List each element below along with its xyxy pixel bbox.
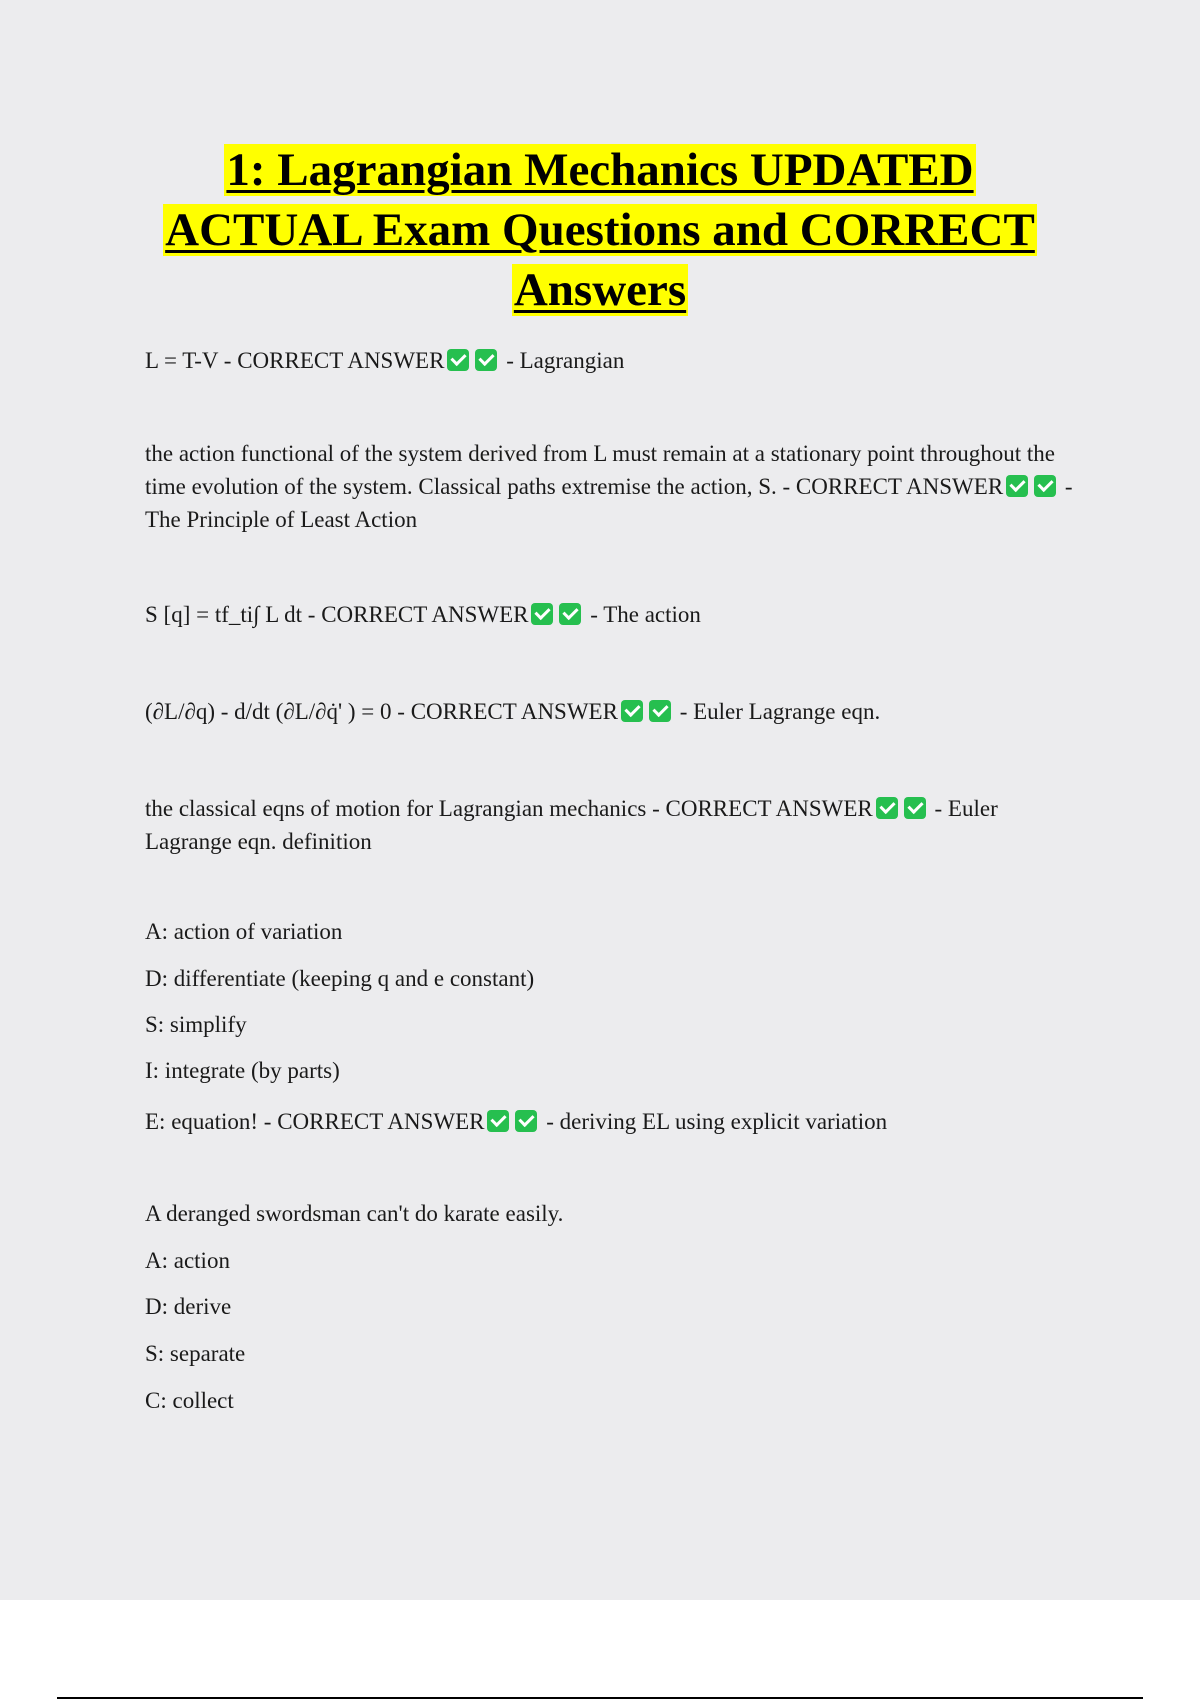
check-box-icon bbox=[649, 700, 671, 722]
list-item: A: action of variation bbox=[145, 919, 343, 944]
qa-item bbox=[145, 437, 1075, 536]
list-item: A: action bbox=[145, 1248, 230, 1273]
answer-text: - deriving EL using explicit variation bbox=[540, 1109, 888, 1134]
question-text: E: equation! - bbox=[145, 1109, 278, 1134]
correct-answer-marker: CORRECT ANSWER bbox=[237, 348, 445, 373]
correct-answer-marker: CORRECT ANSWER bbox=[665, 796, 873, 821]
check-box-icon bbox=[447, 349, 469, 371]
check-box-icon bbox=[1034, 475, 1056, 497]
list-item: A deranged swordsman can't do karate easily. bbox=[145, 1201, 564, 1226]
check-box-icon bbox=[621, 700, 643, 722]
check-box-icon bbox=[876, 797, 898, 819]
check-box-icon bbox=[559, 603, 581, 625]
check-box-icon bbox=[904, 797, 926, 819]
footer-divider bbox=[57, 1697, 1143, 1699]
answer-text: - Lagrangian bbox=[500, 348, 625, 373]
list-item: S: separate bbox=[145, 1341, 246, 1366]
list-item: S: simplify bbox=[145, 1012, 247, 1037]
correct-answer-marker: CORRECT ANSWER bbox=[410, 699, 618, 724]
document-title bbox=[100, 140, 1100, 320]
check-box-icon bbox=[531, 603, 553, 625]
question-text: S [q] = tf_ti∫ L dt - bbox=[145, 602, 322, 627]
qa-item bbox=[145, 1105, 1075, 1138]
correct-answer-marker: CORRECT ANSWER bbox=[321, 602, 529, 627]
title-line-2: ACTUAL Exam Questions and CORRECT bbox=[165, 204, 1035, 256]
answer-text: - Euler Lagrange eqn. definition bbox=[145, 796, 998, 854]
list-item: I: integrate (by parts) bbox=[145, 1058, 340, 1083]
qa-item bbox=[145, 792, 1075, 858]
question-text: L = T-V - bbox=[145, 348, 238, 373]
answer-text: - The action bbox=[584, 602, 701, 627]
check-box-icon bbox=[515, 1110, 537, 1132]
correct-answer-marker: CORRECT ANSWER bbox=[277, 1109, 485, 1134]
check-box-icon bbox=[487, 1110, 509, 1132]
list-item: D: derive bbox=[145, 1294, 232, 1319]
qa-item bbox=[145, 598, 1075, 631]
answer-text: - The Principle of Least Action bbox=[145, 474, 1073, 532]
title-line-1: 1: Lagrangian Mechanics UPDATED bbox=[226, 144, 974, 196]
check-box-icon bbox=[1006, 475, 1028, 497]
question-text: the action functional of the system derived from L must remain at a stationary point throughout the time evolution of the system. Classical paths extremise the action, S. - bbox=[145, 441, 1055, 499]
qa-item bbox=[145, 344, 1075, 377]
correct-answer-marker: CORRECT ANSWER bbox=[795, 474, 1004, 499]
qa-item bbox=[145, 695, 1075, 728]
answer-text: - Euler Lagrange eqn. bbox=[673, 699, 881, 724]
check-box-icon bbox=[475, 349, 497, 371]
title-line-3: Answers bbox=[513, 264, 687, 316]
list-item: D: differentiate (keeping q and e constant) bbox=[145, 966, 535, 991]
question-text: the classical eqns of motion for Lagrangian mechanics - bbox=[145, 796, 666, 821]
list-item: C: collect bbox=[145, 1388, 234, 1413]
question-text: (∂L/∂q) - d/dt (∂L/∂q̇' ) = 0 - bbox=[145, 699, 411, 724]
